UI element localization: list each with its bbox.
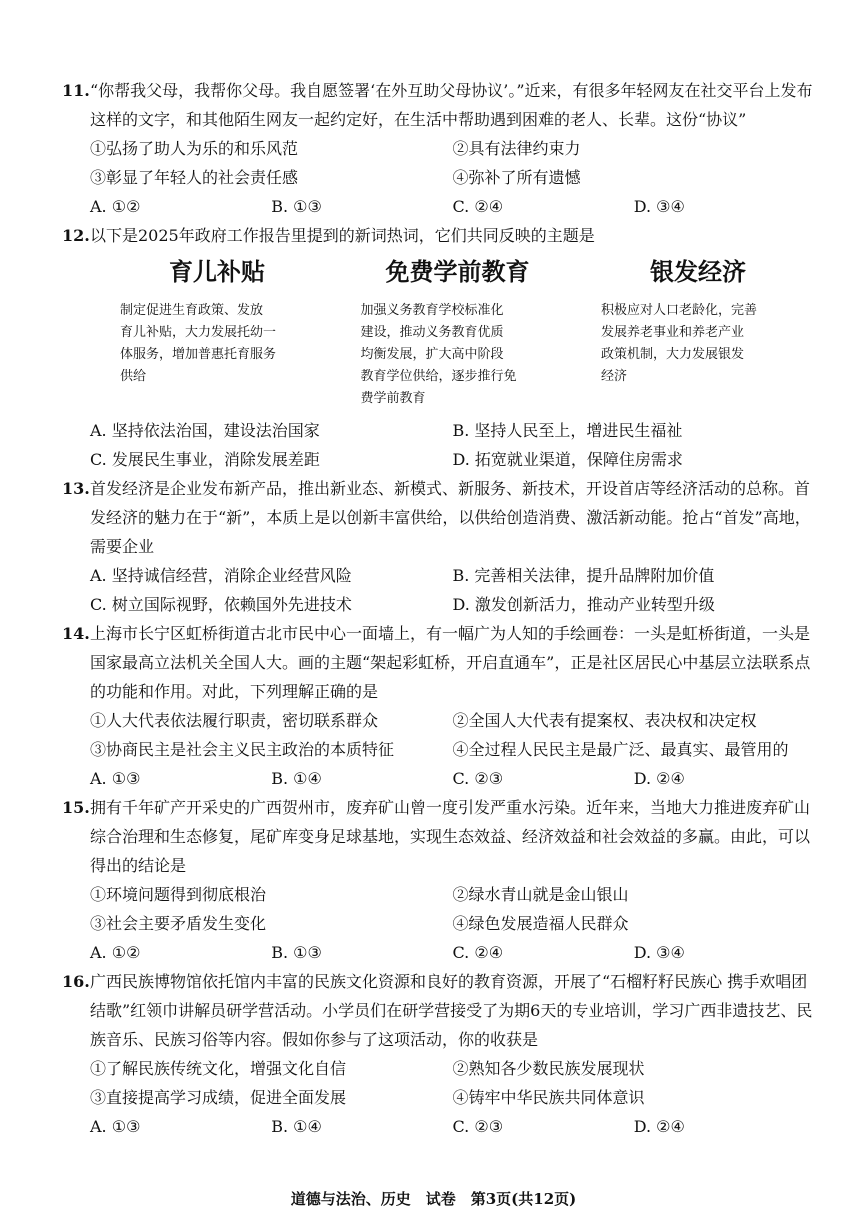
choice-list — [62, 1112, 815, 1141]
question-stem: 广西民族博物馆依托馆内丰富的民族文化资源和良好的教育资源，开展了“石榴籽籽民族心 携手欢唱团结歌”红领巾讲解员研学营活动。小学员们在研学营接受了为期6天的专业培训，学习广西非遗技艺、民族音乐、民族习俗等内容。假如你参与了这项活动，你的收获是 — [90, 972, 813, 1049]
question-stem: 以下是2025年政府工作报告里提到的新词热词，它们共同反映的主题是 — [90, 226, 595, 245]
question-stem: 首发经济是企业发布新产品，推出新业态、新模式、新服务、新技术，开设首店等经济活动的总称。首发经济的魅力在于“新”，本质上是以创新丰富供给，以供给创造消费、激活新动能。抢占“首发”高地，需要企业 — [90, 479, 811, 556]
choice-a: A. 坚持诚信经营，消除企业经营风险 — [90, 566, 352, 585]
statement-item: ①了解民族传统文化，增强文化自信 — [90, 1059, 347, 1078]
statement-item: ②全国人大代表有提案权、表决权和决定权 — [452, 711, 757, 730]
choice-a: A. ①② — [90, 943, 141, 962]
choice-d: D. ③④ — [633, 943, 685, 962]
statement-list — [62, 880, 815, 938]
statement-item: ④弥补了所有遗憾 — [452, 168, 581, 187]
keyword-cards — [62, 254, 815, 410]
statement-item: ①人大代表依法履行职责，密切联系群众 — [90, 711, 379, 730]
choice-b: B. ①④ — [271, 769, 322, 788]
question-number: 15. — [62, 798, 90, 817]
keyword-card — [112, 254, 322, 410]
statement-item: ②绿水青山就是金山银山 — [452, 885, 629, 904]
statement-item: ③直接提高学习成绩，促进全面发展 — [90, 1088, 347, 1107]
choice-d: D. 拓宽就业渠道，保障住房需求 — [452, 450, 683, 469]
choice-d: D. 激发创新活力，推动产业转型升级 — [452, 595, 715, 614]
keyword-title: 育儿补贴 — [169, 258, 265, 286]
statement-list — [62, 706, 815, 764]
choice-c: C. 发展民生事业，消除发展差距 — [90, 450, 320, 469]
keyword-title: 银发经济 — [650, 258, 746, 286]
statement-item: ④铸牢中华民族共同体意识 — [452, 1088, 645, 1107]
choice-list — [62, 192, 815, 221]
question-number: 13. — [62, 479, 90, 498]
page-footer: 道德与法治、历史 试卷 第3页(共12页) — [290, 1190, 577, 1208]
choice-c: C. ②④ — [452, 943, 504, 962]
statement-item: ④绿色发展造福人民群众 — [452, 914, 629, 933]
question-number: 16. — [62, 972, 90, 991]
choice-b: B. ①④ — [271, 1117, 322, 1136]
question-15 — [62, 793, 815, 967]
question-12 — [62, 221, 815, 474]
question-stem: “你帮我父母，我帮你父母。我自愿签署‘在外互助父母协议’。”近来，有很多年轻网友在社交平台上发布这样的文字，和其他陌生网友一起约定好，在生活中帮助遇到困难的老人、长辈。这份“协议” — [90, 81, 813, 129]
choice-d: D. ③④ — [633, 197, 685, 216]
question-11 — [62, 76, 815, 221]
statement-item: ③协商民主是社会主义民主政治的本质特征 — [90, 740, 395, 759]
statement-item: ④全过程人民民主是最广泛、最真实、最管用的 — [452, 740, 789, 759]
statement-item: ③彰显了年轻人的社会责任感 — [90, 168, 299, 187]
choice-list — [62, 938, 815, 967]
choice-b: B. 完善相关法律，提升品牌附加价值 — [452, 566, 715, 585]
question-number: 12. — [62, 226, 90, 245]
statement-list — [62, 134, 815, 192]
statement-item: ①弘扬了助人为乐的和乐风范 — [90, 139, 299, 158]
statement-item: ②熟知各少数民族发展现状 — [452, 1059, 645, 1078]
keyword-card — [593, 254, 803, 410]
keyword-description: 加强义务教育学校标准化 建设，推动义务教育优质 均衡发展，扩大高中阶段 教育学位供给，逐步推行免 费学前教育 — [360, 303, 517, 406]
keyword-card — [353, 254, 563, 410]
choice-c: C. ②④ — [452, 197, 504, 216]
choice-c: C. ②③ — [452, 1117, 504, 1136]
keyword-description: 积极应对人口老龄化，完善 发展养老事业和养老产业 政策机制，大力发展银发 经济 — [601, 303, 758, 384]
statement-item: ②具有法律约束力 — [452, 139, 581, 158]
question-stem: 上海市长宁区虹桥街道古北市民中心一面墙上，有一幅广为人知的手绘画卷：一头是虹桥街道，一头是国家最高立法机关全国人大。画的主题“架起彩虹桥，开启直通车”，正是社区居民心中基层立法联系点的功能和作用。对此，下列理解正确的是 — [90, 624, 811, 701]
choice-d: D. ②④ — [633, 769, 685, 788]
choice-a: A. 坚持依法治国，建设法治国家 — [90, 421, 320, 440]
choice-a: A. ①② — [90, 197, 141, 216]
choice-c: C. 树立国际视野，依赖国外先进技术 — [90, 595, 352, 614]
choice-b: B. ①③ — [271, 943, 322, 962]
choice-list — [62, 416, 815, 474]
keyword-title: 免费学前教育 — [385, 258, 530, 286]
statement-item: ①环境问题得到彻底根治 — [90, 885, 267, 904]
keyword-description: 制定促进生育政策、发放 育儿补贴，大力发展托幼一 体服务，增加普惠托育服务 供给 — [120, 303, 277, 384]
choice-list — [62, 561, 815, 619]
statement-item: ③社会主要矛盾发生变化 — [90, 914, 267, 933]
choice-b: B. ①③ — [271, 197, 322, 216]
choice-a: A. ①③ — [90, 769, 141, 788]
question-14 — [62, 619, 815, 793]
statement-list — [62, 1054, 815, 1112]
question-number: 14. — [62, 624, 90, 643]
question-stem: 拥有千年矿产开采史的广西贺州市，废弃矿山曾一度引发严重水污染。近年来，当地大力推进废弃矿山综合治理和生态修复，尾矿库变身足球基地，实现生态效益、经济效益和社会效益的多赢。由此，可以得出的结论是 — [90, 798, 811, 875]
question-16 — [62, 967, 815, 1141]
question-13 — [62, 474, 815, 619]
question-number: 11. — [62, 81, 90, 100]
choice-a: A. ①③ — [90, 1117, 141, 1136]
choice-b: B. 坚持人民至上，增进民生福祉 — [452, 421, 683, 440]
choice-d: D. ②④ — [633, 1117, 685, 1136]
choice-list — [62, 764, 815, 793]
choice-c: C. ②③ — [452, 769, 504, 788]
